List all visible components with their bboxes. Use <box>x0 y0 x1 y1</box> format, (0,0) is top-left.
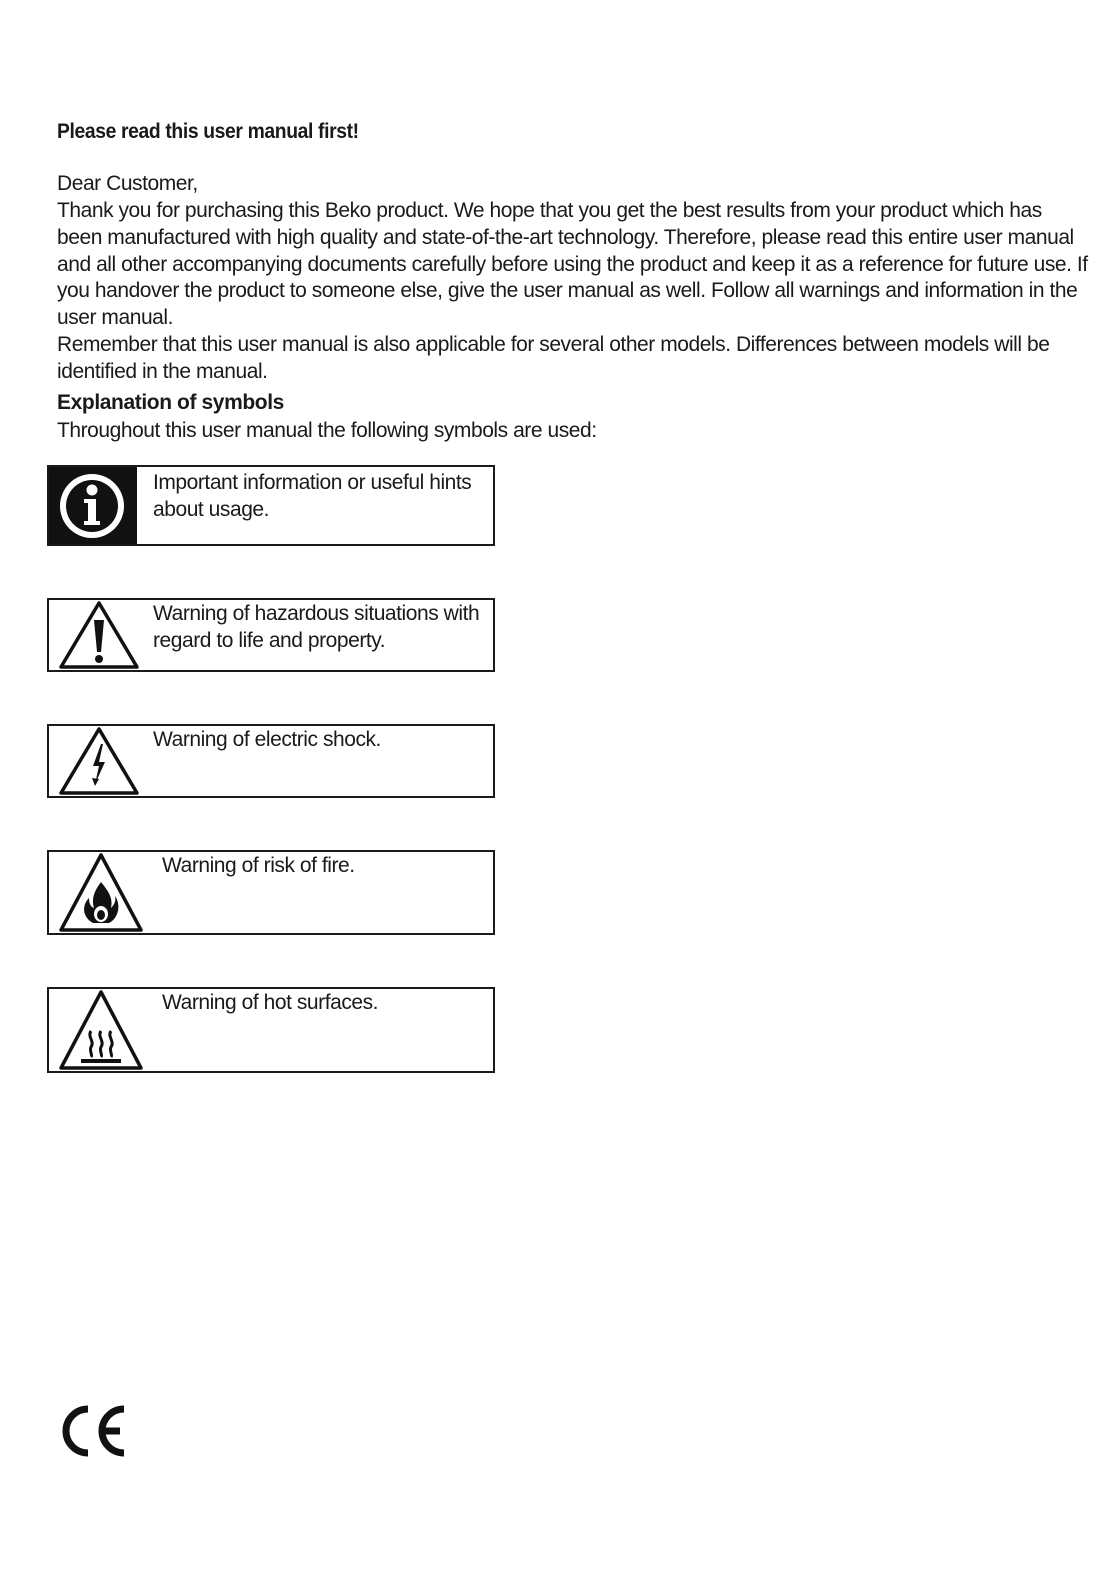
fire-hazard-icon <box>49 852 149 938</box>
symbol-label-info: Important information or useful hints about usage. <box>153 471 472 521</box>
symbol-box-info <box>47 465 495 546</box>
electric-shock-icon <box>49 726 145 801</box>
hot-surface-icon <box>49 989 149 1076</box>
symbol-box-electric <box>47 724 495 798</box>
symbol-box-hot <box>47 987 495 1073</box>
symbol-label-electric: Warning of electric shock. <box>153 728 381 751</box>
greeting-text: Dear Customer, <box>57 172 198 195</box>
models-paragraph: Remember that this user manual is also applicable for several other models. Differences between models will be identified in the manual. <box>57 333 1050 383</box>
warning-exclamation-icon <box>49 600 145 675</box>
symbol-box-fire <box>47 850 495 935</box>
symbols-heading: Explanation of symbols <box>57 391 284 414</box>
symbol-label-hazard: Warning of hazardous situations with regard to life and property. <box>153 602 480 652</box>
symbol-label-hot: Warning of hot surfaces. <box>162 991 379 1014</box>
symbols-intro-text: Throughout this user manual the following symbols are used: <box>57 419 597 442</box>
symbol-label-fire: Warning of risk of fire. <box>162 854 355 877</box>
symbol-box-hazard <box>47 598 495 672</box>
page-title: Please read this user manual first! <box>57 120 359 143</box>
ce-mark-icon <box>60 1405 130 1462</box>
info-icon <box>49 467 137 549</box>
intro-paragraph: Thank you for purchasing this Beko product. We hope that you get the best results from your product which has been manufactured with high quality and state-of-the-art technology. Therefore, please read this entire user manual and all other accompanying documents carefully before using the product and keep it as a reference for future use. If you handover the product to someone else, give the user manual as well. Follow all warnings and information in the user manual. <box>57 199 1088 330</box>
